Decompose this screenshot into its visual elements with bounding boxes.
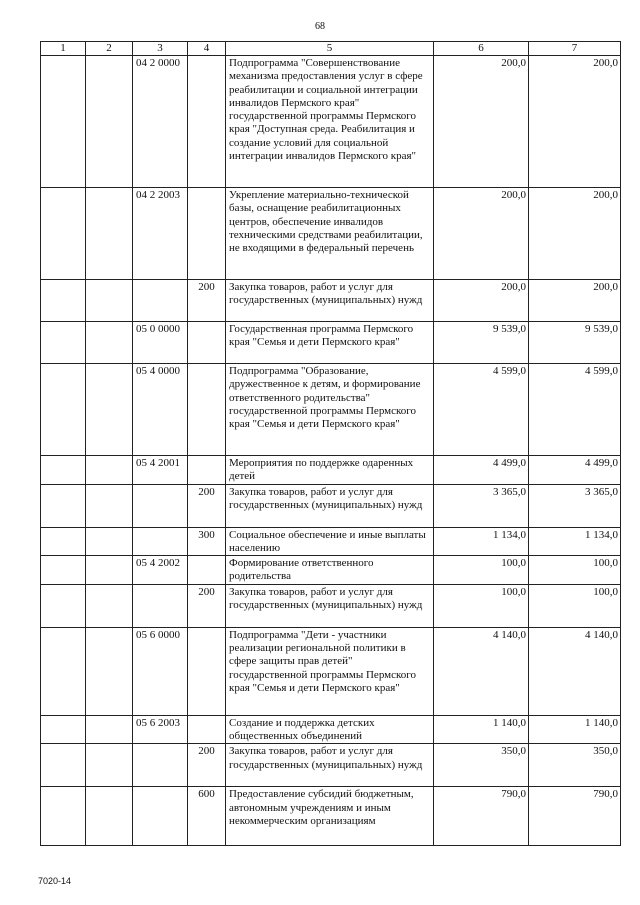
cell-description: Подпрограмма "Совершенствование механизма предоставления услуг в сфере реабилитации и социальной интеграции инвалидов Пермского края" государственной программы Пермского края "Доступная среда. Реабилитация и создание условий для социальной интеграции инвалидов Пермского края": [226, 56, 434, 188]
cell-value-6: 100,0: [434, 556, 529, 585]
cell-value-7: 350,0: [529, 744, 621, 787]
table-row: [41, 364, 621, 456]
cell-description: Закупка товаров, работ и услуг для государственных (муниципальных) нужд: [226, 744, 434, 787]
cell-value-7: 4 140,0: [529, 627, 621, 715]
col-header-3: 3: [133, 42, 188, 56]
table-row: [41, 322, 621, 364]
cell-col-1: [41, 280, 86, 322]
cell-description: Подпрограмма "Дети - участники реализации региональной политики в сфере защиты прав детей" государственной программы Пермского края "Семья и дети Пермского края": [226, 627, 434, 715]
cell-group: 200: [188, 484, 226, 527]
table-row: [41, 744, 621, 787]
cell-col-1: [41, 584, 86, 627]
budget-table: [40, 41, 621, 846]
cell-value-6: 4 140,0: [434, 627, 529, 715]
cell-col-2: [86, 456, 133, 485]
cell-col-1: [41, 527, 86, 556]
cell-value-7: 100,0: [529, 556, 621, 585]
cell-description: Подпрограмма "Образование, дружественное к детям, и формирование ответственного родительства" государственной программы Пермского края "Семья и дети Пермского края": [226, 364, 434, 456]
table-row: [41, 627, 621, 715]
cell-description: Мероприятия по поддержке одаренных детей: [226, 456, 434, 485]
cell-group: [188, 188, 226, 280]
cell-code: [133, 527, 188, 556]
cell-code: 05 6 2003: [133, 715, 188, 744]
cell-code: [133, 787, 188, 846]
col-header-7: 7: [529, 42, 621, 56]
cell-description: Государственная программа Пермского края "Семья и дети Пермского края": [226, 322, 434, 364]
footer-code: 7020-14: [38, 876, 72, 886]
cell-col-1: [41, 188, 86, 280]
cell-col-2: [86, 188, 133, 280]
cell-description: Предоставление субсидий бюджетным, автономным учреждениям и иным некоммерческим организациям: [226, 787, 434, 846]
cell-code: 05 4 0000: [133, 364, 188, 456]
table-row: [41, 527, 621, 556]
page-number: 68: [315, 21, 325, 32]
cell-col-2: [86, 715, 133, 744]
cell-value-6: 200,0: [434, 188, 529, 280]
cell-col-2: [86, 744, 133, 787]
table-row: [41, 280, 621, 322]
cell-value-6: 350,0: [434, 744, 529, 787]
cell-col-1: [41, 627, 86, 715]
cell-code: [133, 484, 188, 527]
cell-col-2: [86, 584, 133, 627]
cell-code: [133, 744, 188, 787]
cell-value-7: 200,0: [529, 188, 621, 280]
cell-description: Закупка товаров, работ и услуг для государственных (муниципальных) нужд: [226, 484, 434, 527]
cell-value-6: 4 599,0: [434, 364, 529, 456]
cell-value-6: 4 499,0: [434, 456, 529, 485]
cell-value-6: 3 365,0: [434, 484, 529, 527]
table-row: [41, 484, 621, 527]
cell-value-7: 3 365,0: [529, 484, 621, 527]
cell-group: [188, 715, 226, 744]
cell-col-2: [86, 787, 133, 846]
cell-col-2: [86, 364, 133, 456]
cell-value-6: 200,0: [434, 56, 529, 188]
cell-col-2: [86, 280, 133, 322]
cell-col-2: [86, 556, 133, 585]
cell-value-7: 1 134,0: [529, 527, 621, 556]
cell-col-2: [86, 322, 133, 364]
cell-group: 200: [188, 584, 226, 627]
cell-group: 300: [188, 527, 226, 556]
cell-col-1: [41, 715, 86, 744]
cell-description: Социальное обеспечение и иные выплаты населению: [226, 527, 434, 556]
cell-col-1: [41, 364, 86, 456]
cell-col-1: [41, 322, 86, 364]
cell-col-2: [86, 484, 133, 527]
cell-value-7: 200,0: [529, 56, 621, 188]
cell-group: [188, 627, 226, 715]
cell-code: 04 2 2003: [133, 188, 188, 280]
cell-code: 05 6 0000: [133, 627, 188, 715]
cell-value-7: 200,0: [529, 280, 621, 322]
col-header-2: 2: [86, 42, 133, 56]
col-header-6: 6: [434, 42, 529, 56]
cell-description: Создание и поддержка детских общественных объединений: [226, 715, 434, 744]
col-header-1: 1: [41, 42, 86, 56]
table-row: [41, 556, 621, 585]
cell-col-2: [86, 56, 133, 188]
cell-value-6: 1 140,0: [434, 715, 529, 744]
cell-value-6: 790,0: [434, 787, 529, 846]
cell-code: [133, 584, 188, 627]
col-header-4: 4: [188, 42, 226, 56]
cell-group: 200: [188, 280, 226, 322]
cell-description: Укрепление материально-технической базы, оснащение реабилитационных центров, обеспечение инвалидов техническими средствами реабилитации, не входящими в федеральный перечень: [226, 188, 434, 280]
cell-value-6: 100,0: [434, 584, 529, 627]
table-row: [41, 715, 621, 744]
cell-group: [188, 56, 226, 188]
cell-description: Закупка товаров, работ и услуг для государственных (муниципальных) нужд: [226, 280, 434, 322]
cell-group: [188, 364, 226, 456]
cell-group: 200: [188, 744, 226, 787]
cell-col-1: [41, 456, 86, 485]
cell-col-1: [41, 744, 86, 787]
cell-code: 05 4 2002: [133, 556, 188, 585]
cell-description: Закупка товаров, работ и услуг для государственных (муниципальных) нужд: [226, 584, 434, 627]
col-header-5: 5: [226, 42, 434, 56]
cell-col-2: [86, 527, 133, 556]
cell-code: 05 4 2001: [133, 456, 188, 485]
table-row: [41, 456, 621, 485]
cell-value-6: 9 539,0: [434, 322, 529, 364]
cell-value-7: 4 599,0: [529, 364, 621, 456]
cell-code: 04 2 0000: [133, 56, 188, 188]
table-row: [41, 188, 621, 280]
cell-col-1: [41, 787, 86, 846]
cell-value-7: 1 140,0: [529, 715, 621, 744]
cell-value-7: 790,0: [529, 787, 621, 846]
header-row: [41, 42, 621, 56]
cell-col-1: [41, 56, 86, 188]
cell-group: [188, 556, 226, 585]
table-row: [41, 787, 621, 846]
table-row: [41, 56, 621, 188]
cell-col-2: [86, 627, 133, 715]
cell-description: Формирование ответственного родительства: [226, 556, 434, 585]
cell-col-1: [41, 556, 86, 585]
cell-col-1: [41, 484, 86, 527]
cell-code: 05 0 0000: [133, 322, 188, 364]
cell-value-7: 100,0: [529, 584, 621, 627]
cell-group: [188, 322, 226, 364]
cell-value-6: 1 134,0: [434, 527, 529, 556]
cell-value-6: 200,0: [434, 280, 529, 322]
cell-code: [133, 280, 188, 322]
cell-value-7: 9 539,0: [529, 322, 621, 364]
cell-group: [188, 456, 226, 485]
cell-group: 600: [188, 787, 226, 846]
table-row: [41, 584, 621, 627]
cell-value-7: 4 499,0: [529, 456, 621, 485]
